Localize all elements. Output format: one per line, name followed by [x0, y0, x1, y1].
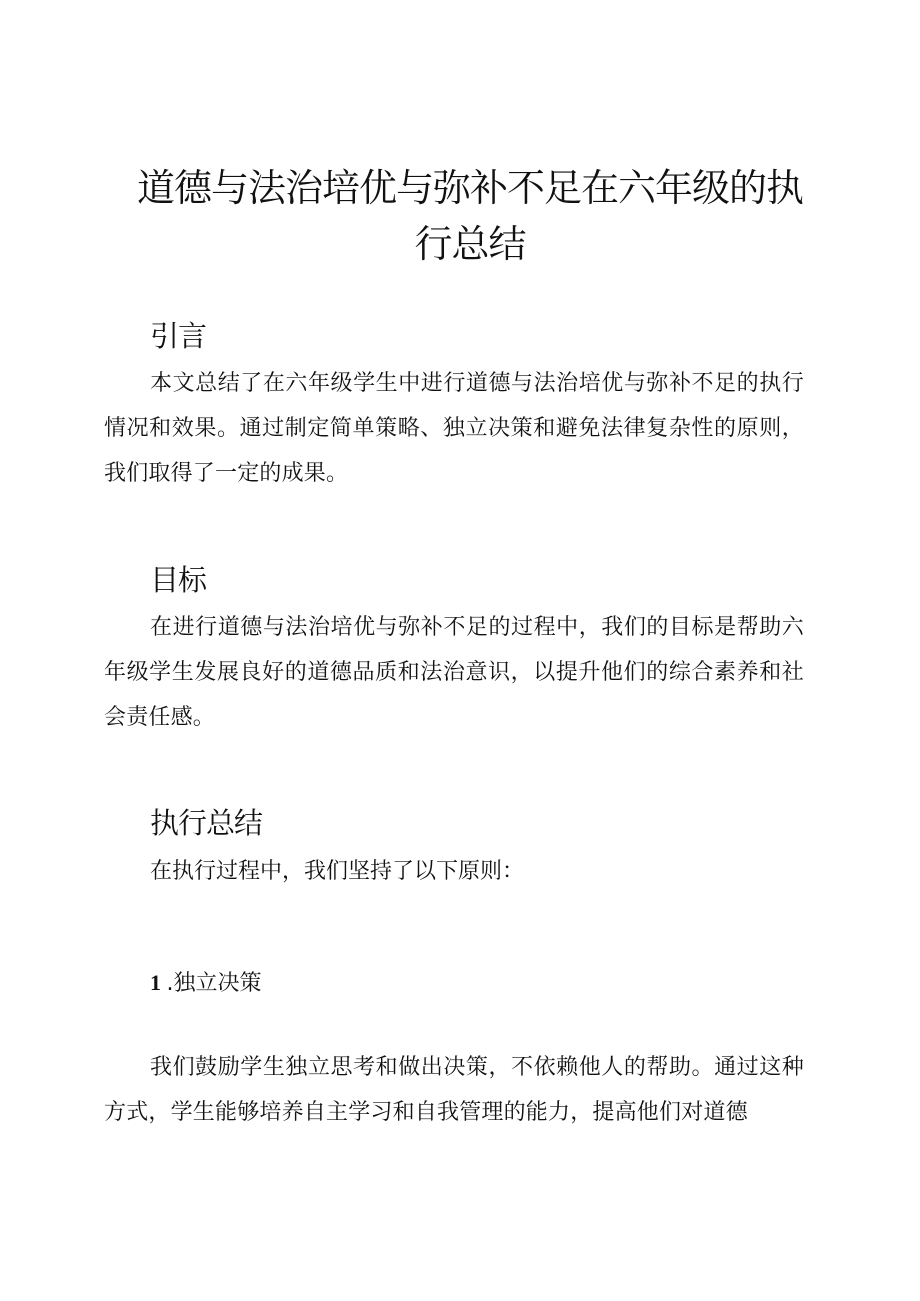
principle-1-number: 1 [150, 970, 161, 995]
intro-heading: 引言 [150, 319, 207, 353]
goal-paragraph: 在进行道德与法治培优与弥补不足的过程中，我们的目标是帮助六年级学生发展良好的道德品质和法治意识，以提升他们的综合素养和社会责任感。 [104, 615, 804, 730]
intro-paragraph: 本文总结了在六年级学生中进行道德与法治培优与弥补不足的执行情况和效果。通过制定简单策略、独立决策和避免法律复杂性的原则，我们取得了一定的成果。 [104, 371, 804, 486]
summary-intro-paragraph: 在执行过程中，我们坚持了以下原则： [150, 859, 525, 884]
principle-1-heading [150, 968, 262, 999]
summary-heading: 执行总结 [150, 806, 263, 840]
principle-1-label: .独立决策 [166, 971, 262, 996]
principle-1-paragraph: 我们鼓励学生独立思考和做出决策，不依赖他人的帮助。通过这种方式，学生能够培养自主学习和自我管理的能力，提高他们对道德 [104, 1055, 804, 1125]
document-title: 道德与法治培优与弥补不足在六年级的执行总结 [136, 166, 803, 266]
goal-heading: 目标 [150, 563, 207, 597]
